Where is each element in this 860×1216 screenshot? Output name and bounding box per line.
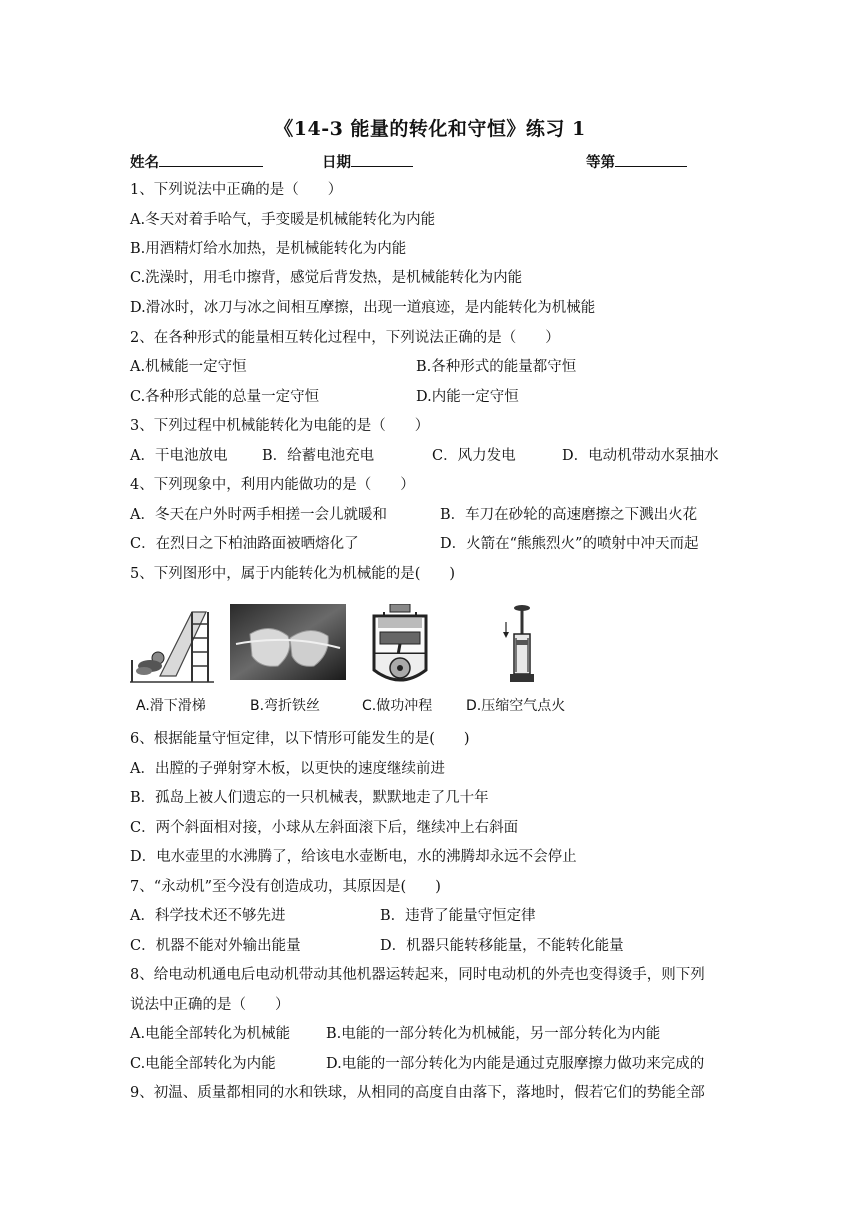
figure-caption-c: C.做功冲程 [362, 698, 433, 714]
question-8-stem-line-1: 8、给电动机通电后电动机带动其他机器运转起来，同时电动机的外壳也变得烫手，则下列 [130, 967, 705, 983]
question-6-stem: 6、根据能量守恒定律，以下情形可能发生的是( ) [130, 731, 470, 747]
question-8-option-d: D.电能的一部分转化为内能是通过克服摩擦力做功来完成的 [326, 1056, 705, 1072]
question-1-option-d: D.滑冰时，冰刀与冰之间相互摩擦，出现一道痕迹，是内能转化为机械能 [130, 300, 596, 316]
question-4-option-a: A．冬天在户外时两手相搓一会儿就暖和 [130, 507, 387, 523]
question-6-option-b: B．孤岛上被人们遗忘的一只机械表，默默地走了几十年 [130, 790, 489, 806]
question-1-option-a: A.冬天对着手哈气，手变暖是机械能转化为内能 [130, 212, 436, 228]
question-8-option-c: C.电能全部转化为内能 [130, 1056, 276, 1072]
figure-caption-a: A.滑下滑梯 [136, 698, 206, 714]
slide-picture [130, 604, 214, 684]
question-6-option-c: C．两个斜面相对接，小球从左斜面滚下后，继续冲上右斜面 [130, 820, 519, 836]
power-stroke-picture [360, 604, 440, 686]
question-3-option-c: C．风力发电 [432, 448, 516, 464]
question-8-option-b: B.电能的一部分转化为机械能，另一部分转化为内能 [326, 1026, 661, 1042]
air-compression-picture [494, 604, 540, 686]
date-label: 日期 [322, 154, 351, 171]
question-3-option-a: A．干电池放电 [130, 448, 228, 464]
question-8-option-a: A.电能全部转化为机械能 [130, 1026, 291, 1042]
question-3-option-b: B．给蓄电池充电 [262, 448, 375, 464]
name-label: 姓名 [130, 154, 159, 171]
question-4-option-b: B．车刀在砂轮的高速磨擦之下溅出火花 [440, 507, 698, 523]
question-3-stem: 3、下列过程中机械能转化为电能的是（ ） [130, 418, 430, 434]
question-2-option-c: C.各种形式能的总量一定守恒 [130, 389, 320, 405]
question-7-stem: 7、“永动机”至今没有创造成功，其原因是( ) [130, 879, 441, 895]
header-row [130, 150, 263, 173]
date-blank[interactable] [351, 150, 413, 167]
question-3-option-d: D．电动机带动水泵抽水 [562, 448, 719, 464]
bending-wire-picture [230, 604, 346, 680]
question-2-option-a: A.机械能一定守恒 [130, 359, 247, 375]
question-4-option-c: C．在烈日之下柏油路面被晒熔化了 [130, 536, 359, 552]
grade-blank[interactable] [615, 150, 687, 167]
date-field [322, 150, 413, 173]
name-blank[interactable] [159, 150, 263, 167]
figure-caption-d: D.压缩空气点火 [466, 698, 566, 714]
question-5-stem: 5、下列图形中，属于内能转化为机械能的是( ) [130, 566, 456, 582]
question-2-option-d: D.内能一定守恒 [416, 389, 519, 405]
question-2-stem: 2、在各种形式的能量相互转化过程中，下列说法正确的是（ ） [130, 330, 560, 346]
question-7-option-c: C．机器不能对外输出能量 [130, 938, 301, 954]
page-title: 《14-3 能量的转化和守恒》练习 1 [274, 118, 586, 140]
question-6-option-d: D．电水壶里的水沸腾了，给该电水壶断电，水的沸腾却永远不会停止 [130, 849, 577, 865]
question-2-option-b: B.各种形式的能量都守恒 [416, 359, 577, 375]
grade-label: 等第 [586, 154, 615, 171]
question-8-stem-line-2: 说法中正确的是（ ） [130, 997, 290, 1013]
question-7-option-a: A．科学技术还不够先进 [130, 908, 286, 924]
figure-caption-b: B.弯折铁丝 [250, 698, 321, 714]
question-9-stem: 9、初温、质量都相同的水和铁球，从相同的高度自由落下，落地时，假若它们的势能全部 [130, 1085, 705, 1101]
question-7-option-d: D．机器只能转移能量，不能转化能量 [380, 938, 624, 954]
question-1-option-c: C.洗澡时，用毛巾擦背，感觉后背发热，是机械能转化为内能 [130, 270, 523, 286]
question-7-option-b: B．违背了能量守恒定律 [380, 908, 536, 924]
question-1-stem: 1、下列说法中正确的是（ ） [130, 182, 343, 198]
question-4-stem: 4、下列现象中，利用内能做功的是（ ） [130, 477, 415, 493]
question-4-option-d: D．火箭在“熊熊烈火”的喷射中冲天而起 [440, 536, 699, 552]
question-6-option-a: A．出膛的子弹射穿木板，以更快的速度继续前进 [130, 761, 445, 777]
grade-field [586, 150, 687, 173]
question-1-option-b: B.用酒精灯给水加热，是机械能转化为内能 [130, 241, 407, 257]
